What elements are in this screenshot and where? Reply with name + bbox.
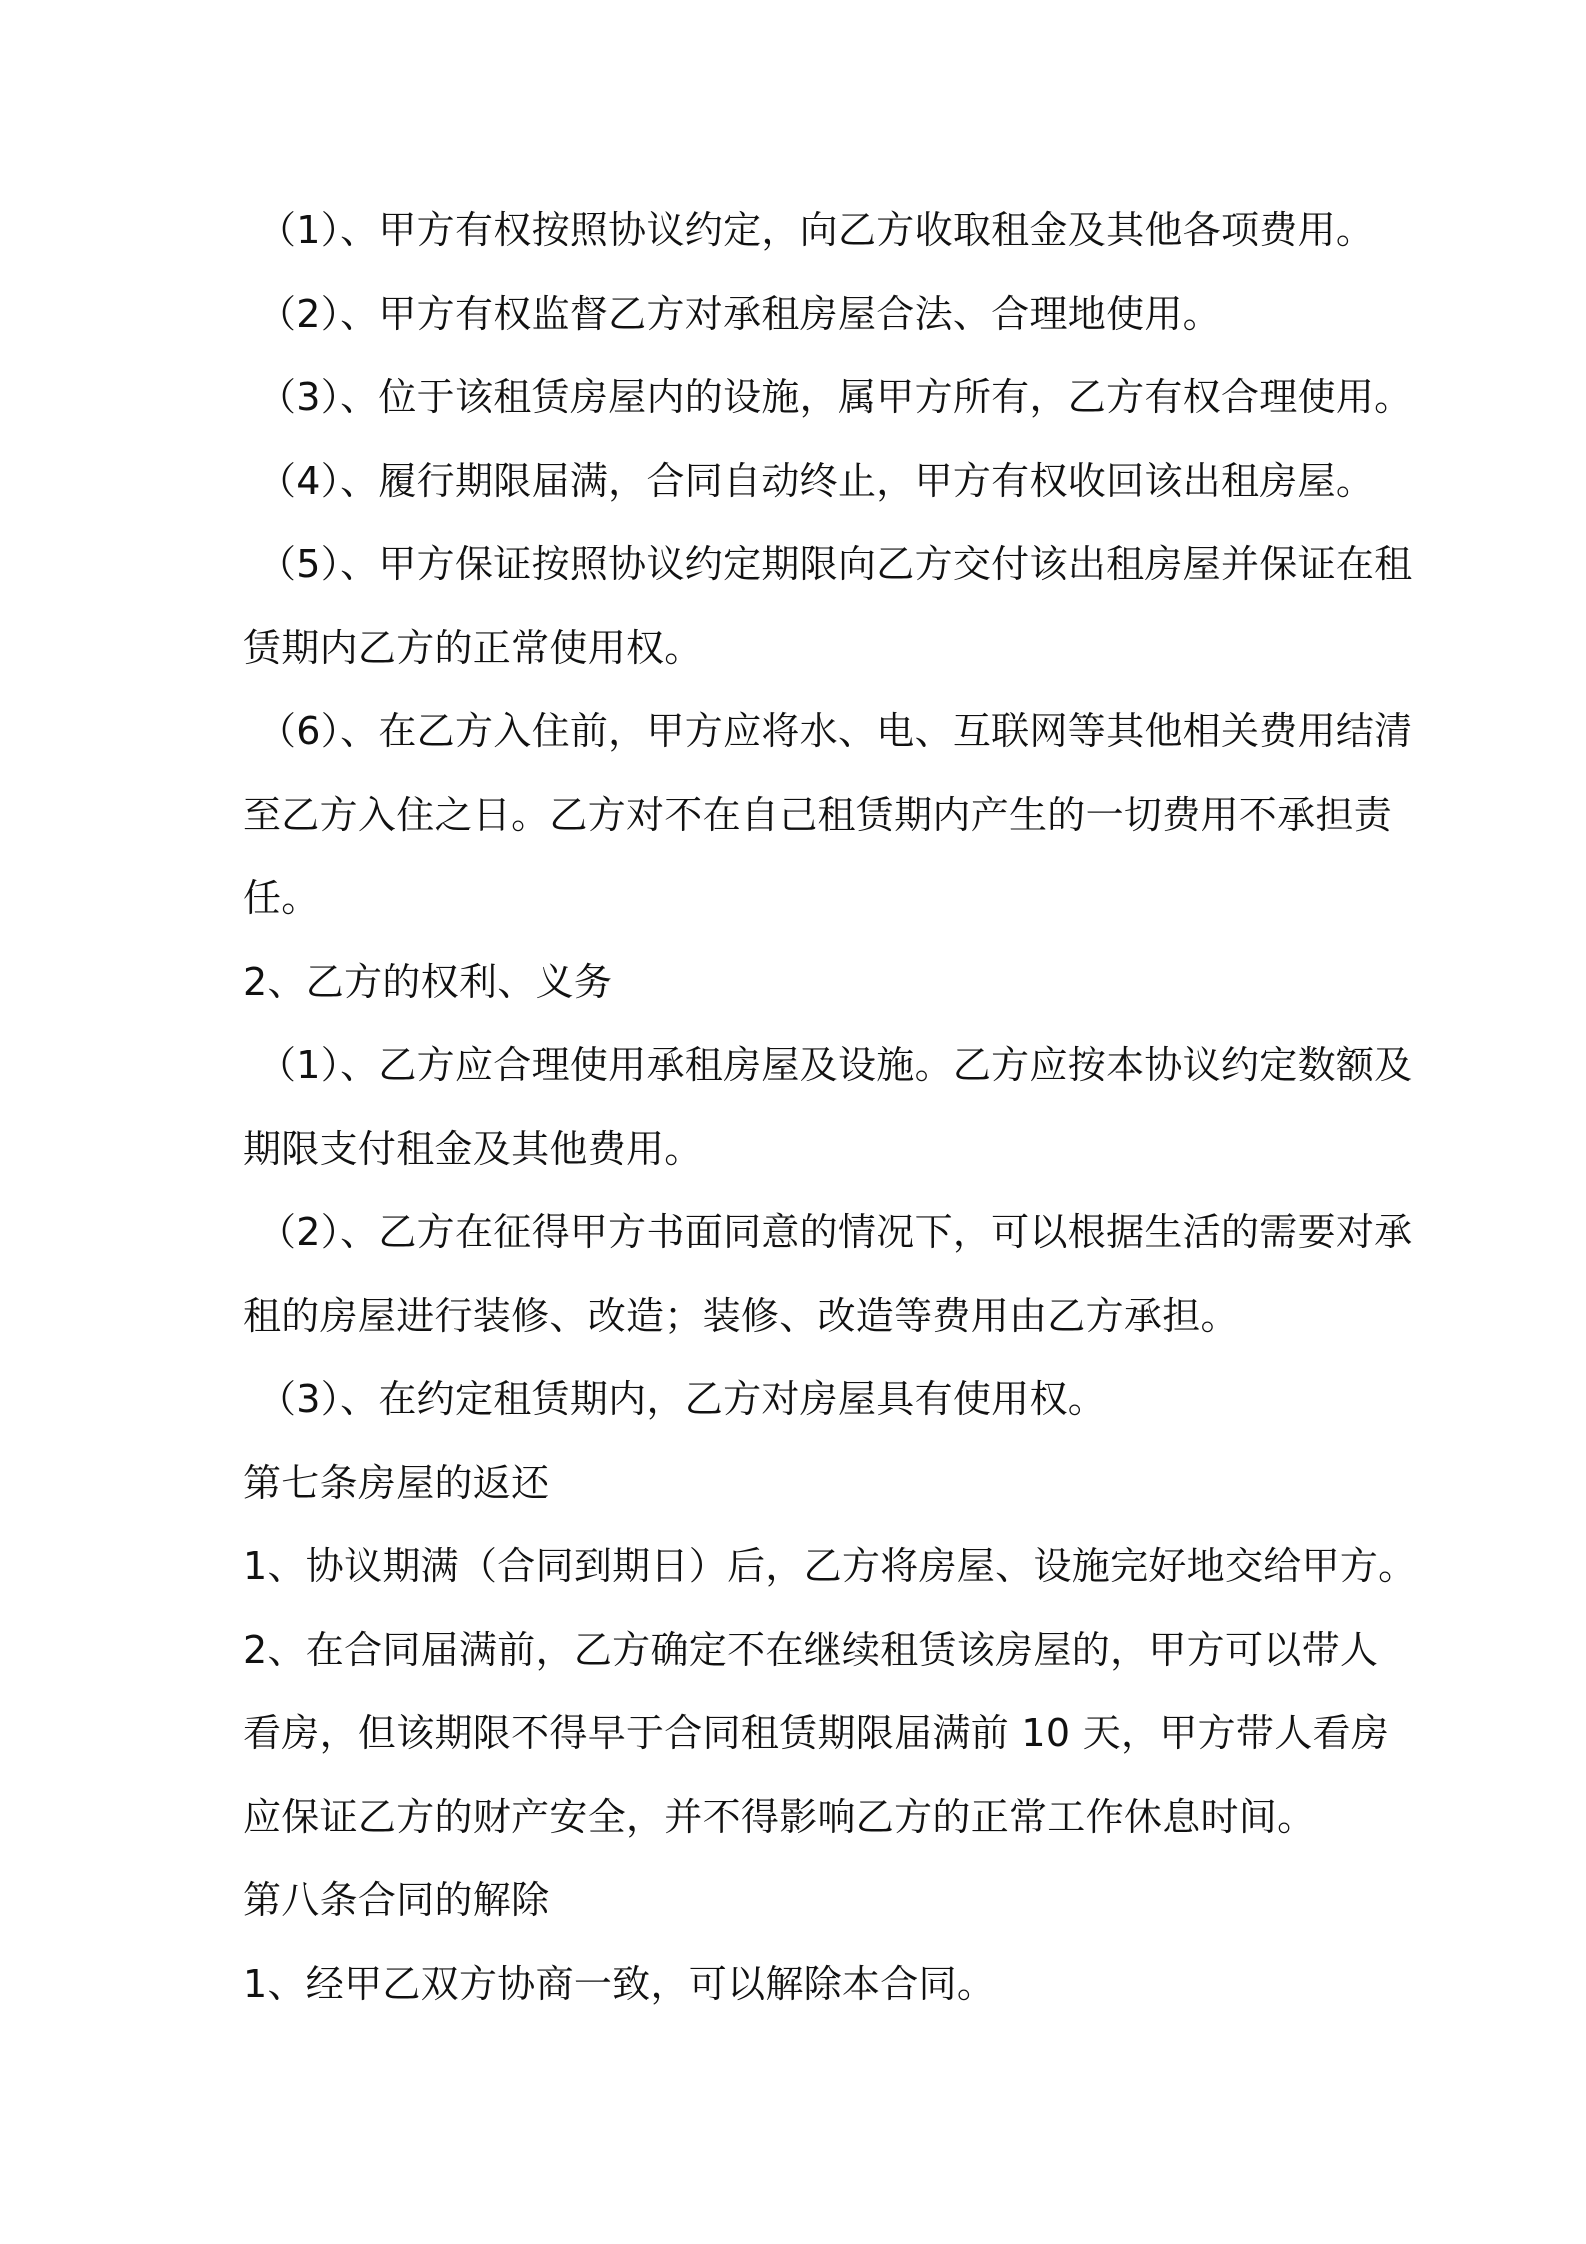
text-line: 租的房屋进行装修、改造；装修、改造等费用由乙方承担。 (243, 1294, 1239, 1338)
text-line: （5）、甲方保证按照协议约定期限向乙方交付该出租房屋并保证在租 (258, 542, 1413, 586)
article-heading: 第七条房屋的返还 (243, 1461, 550, 1505)
text-line: （3）、在约定租赁期内，乙方对房屋具有使用权。 (258, 1377, 1107, 1421)
text-line: （2）、甲方有权监督乙方对承租房屋合法、合理地使用。 (258, 292, 1221, 336)
text-line: 应保证乙方的财产安全，并不得影响乙方的正常工作休息时间。 (243, 1795, 1316, 1839)
text-line: （1）、乙方应合理使用承租房屋及设施。乙方应按本协议约定数额及 (258, 1043, 1413, 1087)
text-line: 赁期内乙方的正常使用权。 (243, 626, 703, 670)
text-line: 1、经甲乙双方协商一致，可以解除本合同。 (243, 1962, 996, 2006)
text-line: 至乙方入住之日。乙方对不在自己租赁期内产生的一切费用不承担责 (243, 793, 1393, 837)
text-line: （4）、履行期限届满，合同自动终止，甲方有权收回该出租房屋。 (258, 459, 1375, 503)
text-line: 任。 (243, 876, 320, 920)
text-line: 期限支付租金及其他费用。 (243, 1127, 703, 1171)
article-heading: 第八条合同的解除 (243, 1878, 550, 1922)
text-line: 1、协议期满（合同到期日）后，乙方将房屋、设施完好地交给甲方。 (243, 1544, 1417, 1588)
text-line: （2）、乙方在征得甲方书面同意的情况下，可以根据生活的需要对承 (258, 1210, 1413, 1254)
text-line: 看房，但该期限不得早于合同租赁期限届满前 10 天，甲方带人看房 (243, 1711, 1390, 1755)
text-line: （6）、在乙方入住前，甲方应将水、电、互联网等其他相关费用结清 (258, 709, 1413, 753)
text-line: 2、在合同届满前，乙方确定不在继续租赁该房屋的，甲方可以带人 (243, 1628, 1379, 1672)
text-line: （1）、甲方有权按照协议约定，向乙方收取租金及其他各项费用。 (258, 208, 1375, 252)
text-line: （3）、位于该租赁房屋内的设施，属甲方所有，乙方有权合理使用。 (258, 375, 1413, 419)
section-heading: 2、乙方的权利、义务 (243, 960, 613, 1004)
